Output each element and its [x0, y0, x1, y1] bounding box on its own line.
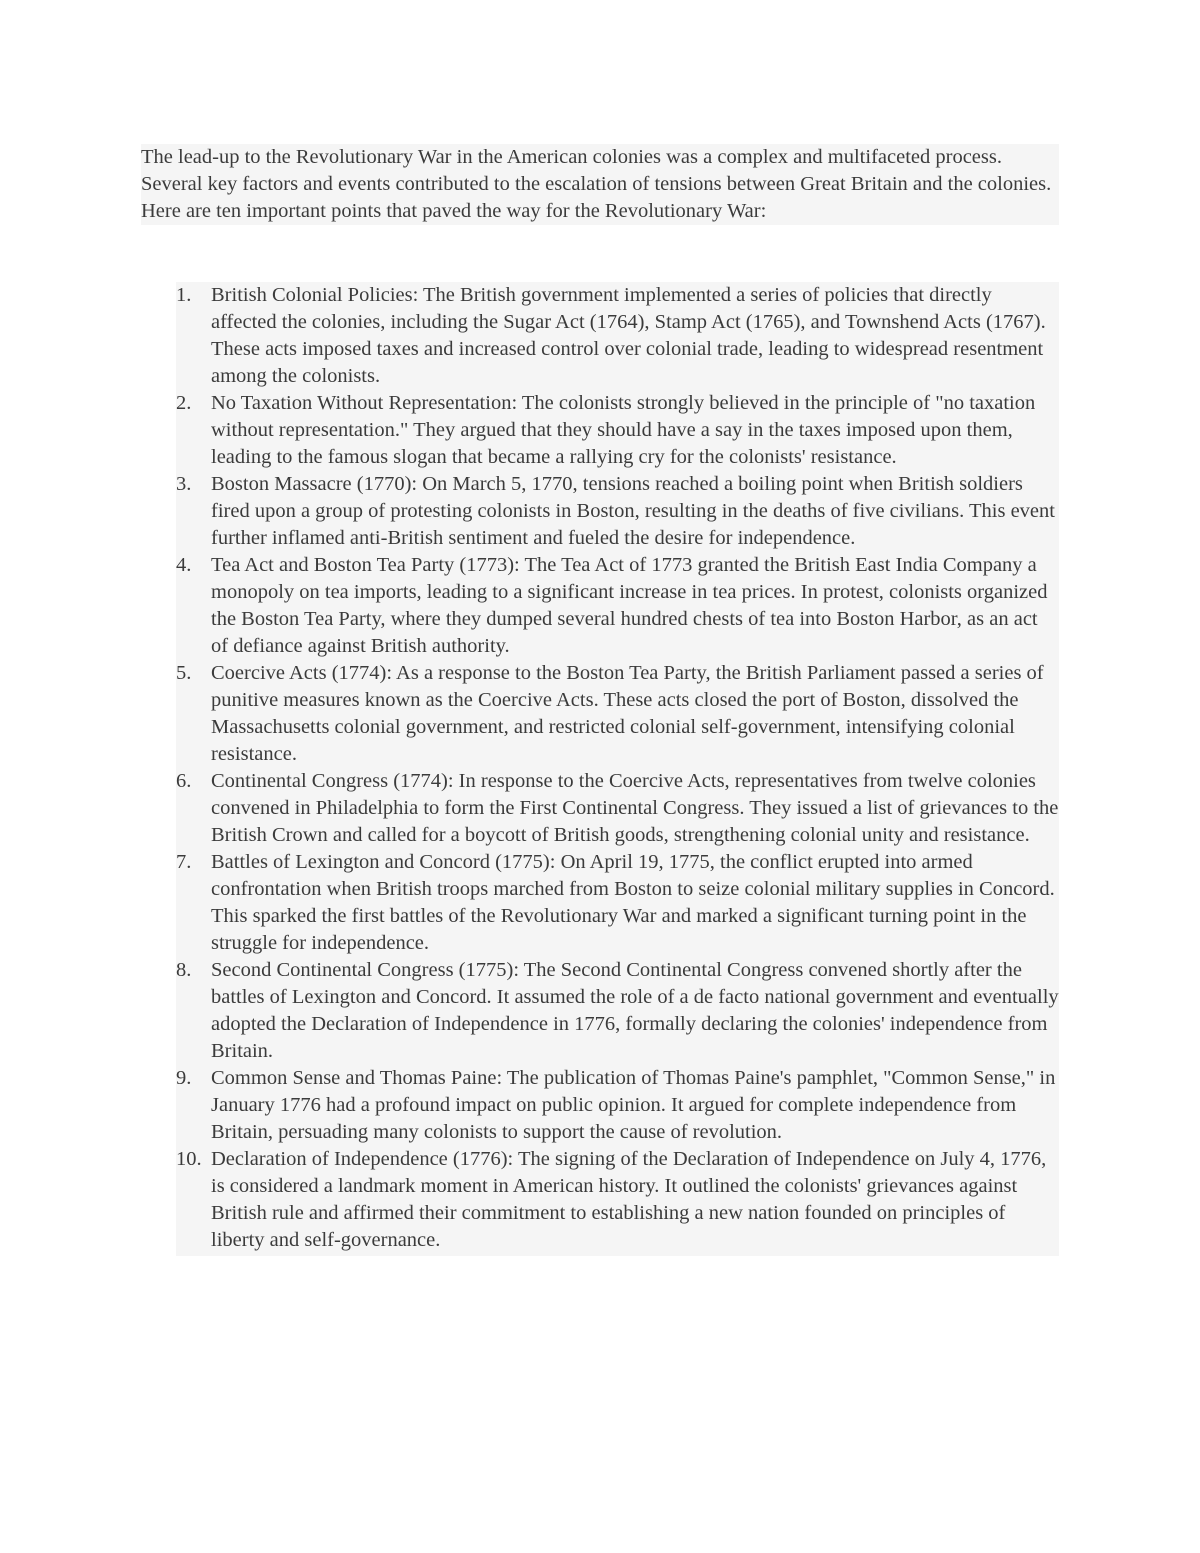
list-item	[176, 552, 1059, 660]
list-item-text: Declaration of Independence (1776): The signing of the Declaration of Independence on July 4, 1776, is considered a landmark moment in American history. It outlined the colonists' grievances against British rule and affirmed their commitment to establishing a new nation founded on principles of liberty and self-governance.	[211, 1148, 1047, 1251]
list-item-text: Coercive Acts (1774): As a response to the Boston Tea Party, the British Parliament passed a series of punitive measures known as the Coercive Acts. These acts closed the port of Boston, dissolved the Massachusetts colonial government, and restricted colonial self-government, intensifying colonial resistance.	[211, 662, 1044, 765]
list-item-number: 2.	[176, 392, 192, 414]
points-list-block	[176, 282, 1059, 1256]
list-item-text: Continental Congress (1774): In response to the Coercive Acts, representatives from twelve colonies convened in Philadelphia to form the First Continental Congress. They issued a list of grievances to the British Crown and called for a boycott of British goods, strengthening colonial unity and resistance.	[211, 770, 1059, 846]
list-item-number: 3.	[176, 473, 192, 495]
list-item	[176, 849, 1059, 957]
list-item	[176, 957, 1059, 1065]
list-item-text: Tea Act and Boston Tea Party (1773): The Tea Act of 1773 granted the British East India Company a monopoly on tea imports, leading to a significant increase in tea prices. In protest, colonists organized the Boston Tea Party, where they dumped several hundred chests of tea into Boston Harbor, as an act of defiance against British authority.	[211, 554, 1048, 657]
list-item	[176, 390, 1059, 471]
list-item-text: No Taxation Without Representation: The colonists strongly believed in the principle of "no taxation without representation." They argued that they should have a say in the taxes imposed upon them, leading to the famous slogan that became a rallying cry for the colonists' resistance.	[211, 392, 1036, 468]
list-item-number: 9.	[176, 1067, 192, 1089]
list-item-number: 7.	[176, 851, 192, 873]
list-item	[176, 768, 1059, 849]
points-list	[176, 282, 1059, 1254]
list-item-text: Second Continental Congress (1775): The Second Continental Congress convened shortly after the battles of Lexington and Concord. It assumed the role of a de facto national government and eventually adopted the Declaration of Independence in 1776, formally declaring the colonies' independence from Britain.	[211, 959, 1059, 1062]
list-item	[176, 471, 1059, 552]
list-item-text: Battles of Lexington and Concord (1775): On April 19, 1775, the conflict erupted into armed confrontation when British troops marched from Boston to seize colonial military supplies in Concord. This sparked the first battles of the Revolutionary War and marked a significant turning point in the struggle for independence.	[211, 851, 1055, 954]
list-item-text: British Colonial Policies: The British government implemented a series of policies that directly affected the colonies, including the Sugar Act (1764), Stamp Act (1765), and Townshend Acts (1767). These acts imposed taxes and increased control over colonial trade, leading to widespread resentment among the colonists.	[211, 284, 1046, 387]
list-item-number: 6.	[176, 770, 192, 792]
list-item-number: 10.	[176, 1148, 202, 1170]
list-item-text: Common Sense and Thomas Paine: The publication of Thomas Paine's pamphlet, "Common Sense," in January 1776 had a profound impact on public opinion. It argued for complete independence from Britain, persuading many colonists to support the cause of revolution.	[211, 1067, 1056, 1143]
list-item	[176, 1065, 1059, 1146]
list-item-number: 5.	[176, 662, 192, 684]
list-item-number: 1.	[176, 284, 192, 306]
list-item	[176, 1146, 1059, 1254]
list-item-text: Boston Massacre (1770): On March 5, 1770, tensions reached a boiling point when British soldiers fired upon a group of protesting colonists in Boston, resulting in the deaths of five civilians. This event further inflamed anti-British sentiment and fueled the desire for independence.	[211, 473, 1055, 549]
list-item	[176, 660, 1059, 768]
intro-paragraph: The lead-up to the Revolutionary War in the American colonies was a complex and multifaceted process. Several key factors and events contributed to the escalation of tensions between Great Britain and the colonies. Here are ten important points that paved the way for the Revolutionary War:	[141, 146, 1052, 222]
intro-paragraph-block	[141, 144, 1059, 225]
list-item-number: 8.	[176, 959, 192, 981]
list-item-number: 4.	[176, 554, 192, 576]
list-item	[176, 282, 1059, 390]
